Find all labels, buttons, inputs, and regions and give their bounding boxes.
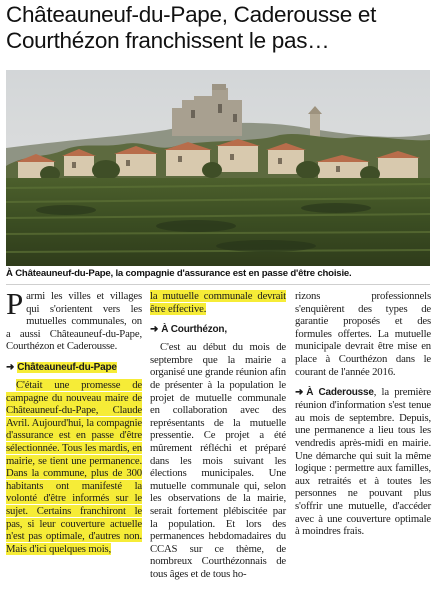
courthezon-continuation: rizons professionnels s'enquièrent des types de garantie proposés et des formules offertes. La mutuelle municipale devrait être mise en place à Courthézon dans le courant de l'année 2016. xyxy=(295,290,431,378)
caption-divider xyxy=(6,284,430,285)
column-2 xyxy=(150,290,286,580)
arrow-right-icon: ➜ xyxy=(295,387,304,399)
intro-text: armi les villes et villages qui s'orientent vers les mutuelles communales, on a aussi Châteauneuf-du-Pape, Courthézon et Caderousse. xyxy=(6,290,142,353)
highlighted-continuation: la mutuelle communale devrait être effective. xyxy=(150,290,286,315)
section-title-caderousse: À Caderousse xyxy=(306,387,374,399)
photo-caption: À Châteauneuf-du-Pape, la compagnie d'assurance est en passe d'être choisie. xyxy=(6,268,352,279)
column-1 xyxy=(6,286,142,555)
section-title-courthezon: À Courthézon, xyxy=(161,324,227,336)
headline: Châteauneuf-du-Pape, Caderousse et Courthézon franchissent le pas… xyxy=(6,2,377,53)
section-heading-caderousse xyxy=(295,387,374,398)
drop-cap: P xyxy=(6,286,24,321)
column-3 xyxy=(295,290,431,538)
courthezon-paragraph: C'est au début du mois de septembre que la mairie a organisé une grande réunion afin de présenter à la population le projet de mutuelle communale en collaboration avec des représentants de la mutuelle pressentie. Ce projet a été mûrement réfléchi et préparé dans les mois suivant les élections municipales. Une mutuelle communale qui, selon les observations de la mairie, serait fortement plébiscitée par la population. Et lors des permanences hebdomadaires du CCAS sur ce thème, de nombreux Courthézonnais de tous âges et de tous ho- xyxy=(150,341,286,580)
caderousse-text: , la première réunion d'information s'est tenue au mois de septembre. Depuis, une permanence a lieu tous les vendredis après-midi en mairie. Une démarche qui suit la même logique : permettre aux familles, aux retraités et à toutes les personnes ne pouvant plus s'offrir une mutuelle, d'accéder avec à une couverture optimale à moindres frais. xyxy=(295,386,431,538)
section-heading-chateauneuf xyxy=(6,362,142,374)
village-photo-illustration xyxy=(6,70,430,266)
highlighted-paragraph: C'était une promesse de campagne du nouveau maire de Châteauneuf-du-Pape, Claude Avril. Aujourd'hui, la compagnie d'assurance est en passe d'être sélectionnée. Tous les mardis, en mairie, se tient une permanence. Dans la commune, plus de 300 habitants ont manifesté la volonté d'être informés sur le sujet. Certains franchiront le pas, si leur couverture actuelle n'est pas optimale, d'autres non. Mais d'ici quelques mois, xyxy=(6,378,142,555)
caderousse-paragraph xyxy=(295,386,431,538)
section-title-chateauneuf: Châteauneuf-du-Pape xyxy=(17,361,117,373)
section-heading-courthezon xyxy=(150,324,286,336)
article-photo xyxy=(6,70,430,266)
arrow-right-icon: ➜ xyxy=(150,324,159,336)
arrow-right-icon: ➜ xyxy=(6,361,15,373)
